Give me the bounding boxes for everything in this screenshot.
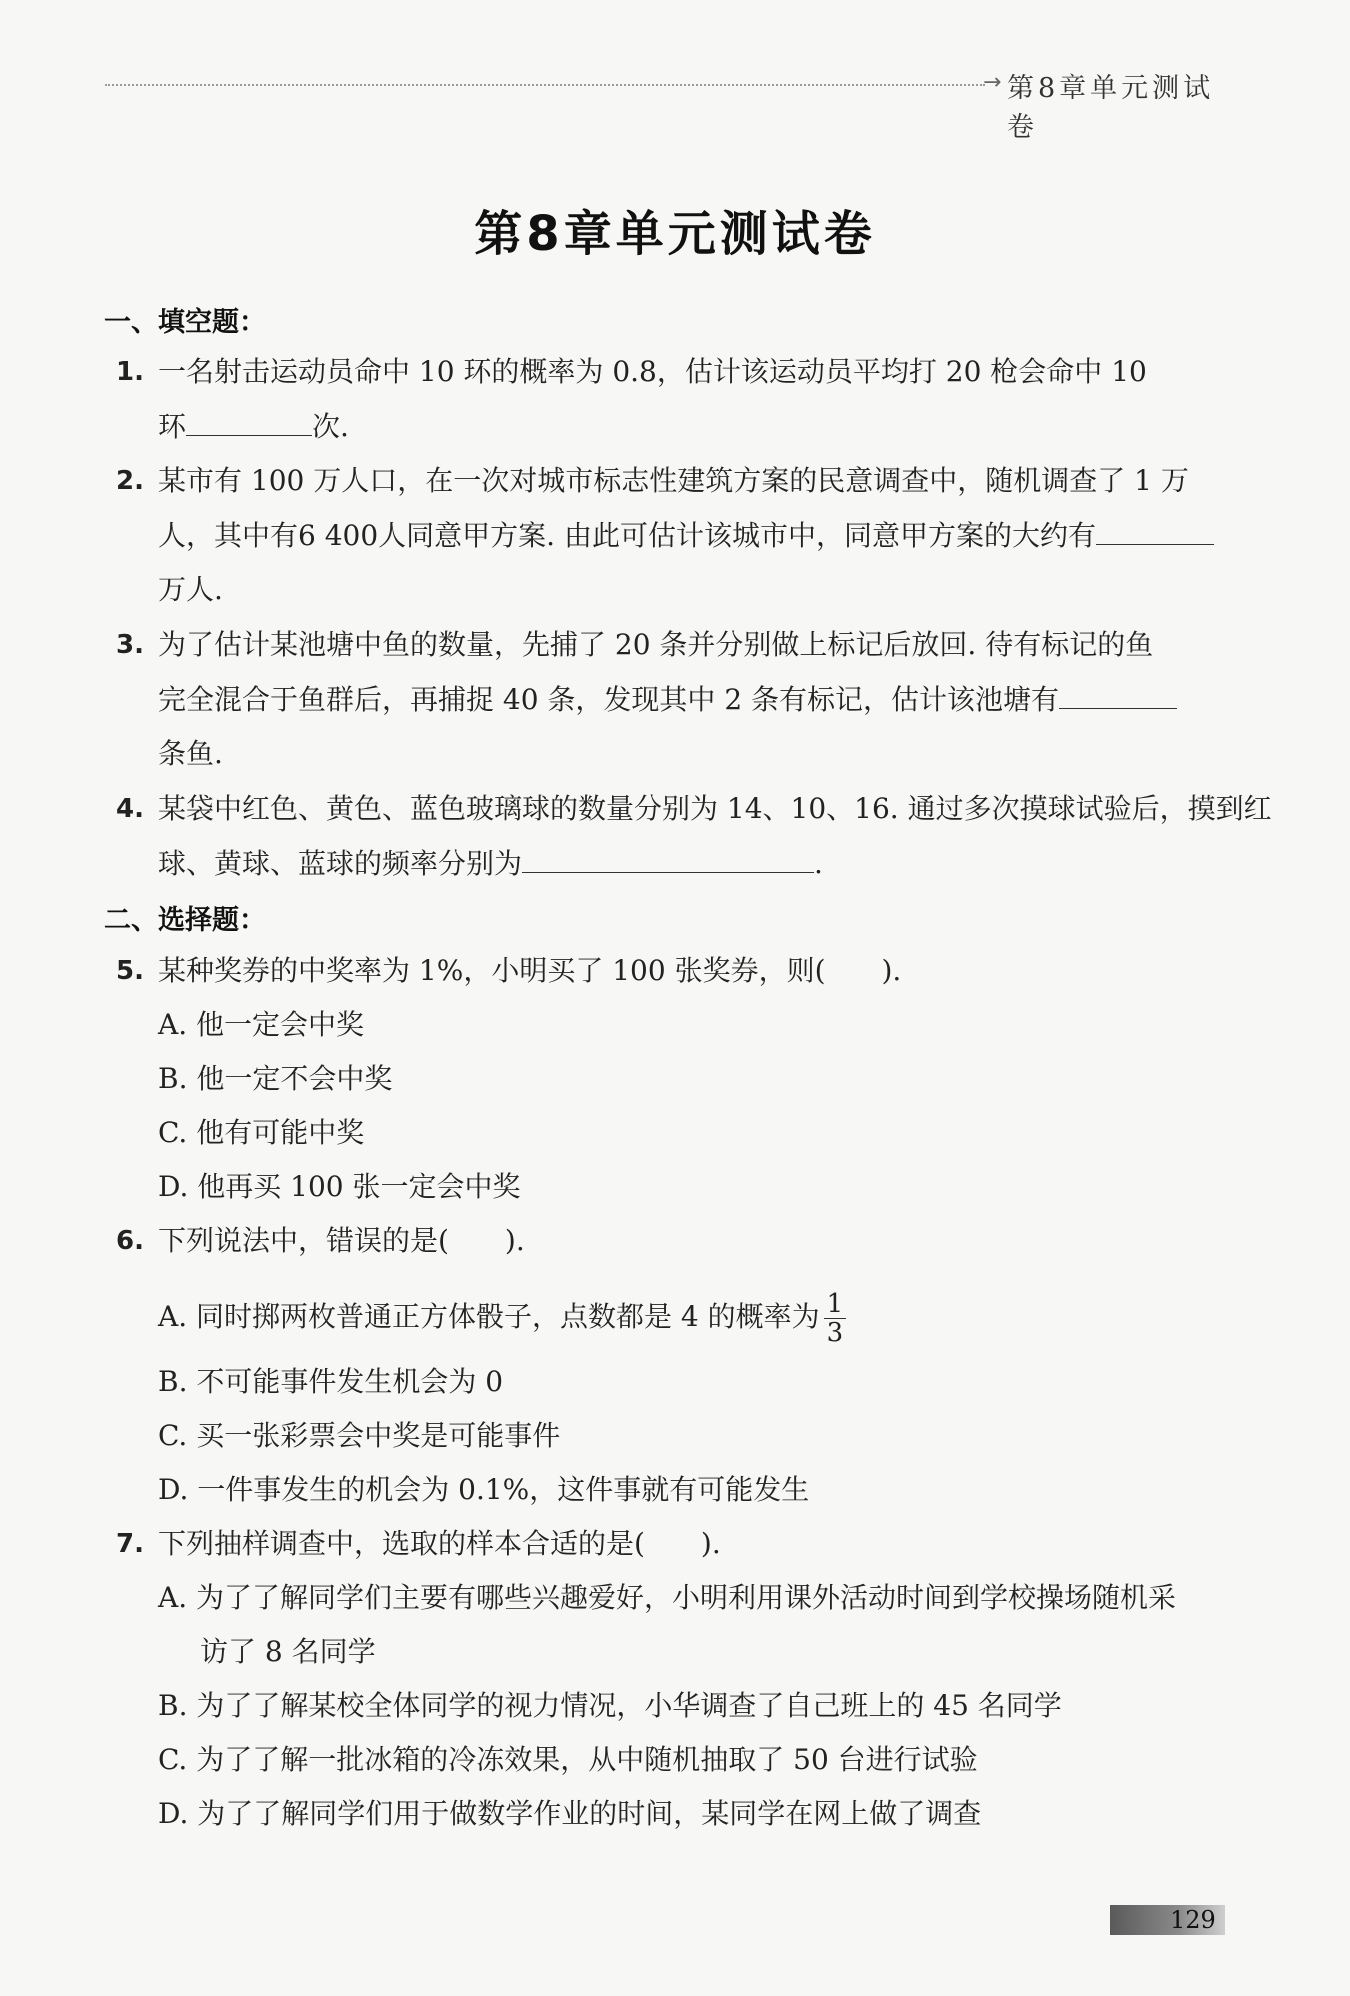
fraction <box>824 1290 847 1347</box>
question-text-part: 环 <box>158 410 187 443</box>
question-text <box>158 844 823 883</box>
question-text: 下列说法中，错误的是( ). <box>158 1224 525 1257</box>
question-text <box>158 516 1214 555</box>
question-number: 1. <box>116 357 144 387</box>
question-text: 某市有 100 万人口，在一次对城市标志性建筑方案的民意调查中，随机调查了 1 万 <box>158 464 1189 497</box>
question-text-part: 次. <box>312 410 349 443</box>
answer-blank[interactable] <box>1059 680 1177 709</box>
choice-option-a-continued: 访了 8 名同学 <box>200 1635 376 1668</box>
question-text: 某种奖券的中奖率为 1%，小明买了 100 张奖券，则( ). <box>158 954 902 987</box>
answer-blank[interactable] <box>522 844 814 873</box>
question-text-part: 人，其中有6 400人同意甲方案. 由此可估计该城市中，同意甲方案的大约有 <box>158 519 1096 552</box>
question-text <box>158 680 1177 719</box>
page-number: 129 <box>1170 1906 1216 1934</box>
answer-blank[interactable] <box>1096 516 1214 545</box>
option-text: A. 同时掷两枚普通正方体骰子，点数都是 4 的概率为 <box>158 1300 820 1333</box>
choice-option-b[interactable]: B. 为了了解某校全体同学的视力情况，小华调查了自己班上的 45 名同学 <box>158 1689 1062 1722</box>
question-text-part: . <box>814 847 823 880</box>
question-text: 为了估计某池塘中鱼的数量，先捕了 20 条并分别做上标记后放回. 待有标记的鱼 <box>158 628 1154 661</box>
question-number: 3. <box>116 630 144 660</box>
choice-option-c[interactable]: C. 为了了解一批冰箱的冷冻效果，从中随机抽取了 50 台进行试验 <box>158 1743 978 1776</box>
arrow-icon: → <box>983 70 1002 95</box>
section-fill-in: 一、填空题： <box>104 307 266 338</box>
choice-option-b[interactable]: B. 他一定不会中奖 <box>158 1062 393 1095</box>
choice-option-c[interactable]: C. 买一张彩票会中奖是可能事件 <box>158 1419 561 1452</box>
choice-option-a[interactable]: A. 他一定会中奖 <box>158 1008 365 1041</box>
choice-option-c[interactable]: C. 他有可能中奖 <box>158 1116 365 1149</box>
page-title: 第8章单元测试卷 <box>474 206 876 262</box>
choice-option-a[interactable] <box>158 1290 846 1347</box>
question-text: 一名射击运动员命中 10 环的概率为 0.8，估计该运动员平均打 20 枪会命中 10 <box>158 355 1147 388</box>
fraction-denominator: 3 <box>826 1318 844 1348</box>
question-text: 万人. <box>158 573 223 606</box>
question-number: 7. <box>116 1529 144 1559</box>
running-title: 第8章单元测试卷 <box>1007 73 1215 143</box>
answer-blank[interactable] <box>186 407 312 436</box>
question-text: 下列抽样调查中，选取的样本合适的是( ). <box>158 1527 721 1560</box>
section-multiple-choice: 二、选择题： <box>104 905 266 936</box>
question-number: 2. <box>116 466 144 496</box>
running-header <box>105 62 1225 143</box>
fraction-numerator: 1 <box>824 1290 847 1319</box>
question-text: 某袋中红色、黄色、蓝色玻璃球的数量分别为 14、10、16. 通过多次摸球试验后，摸到红 <box>158 792 1272 825</box>
choice-option-d[interactable]: D. 一件事发生的机会为 0.1%，这件事就有可能发生 <box>158 1473 810 1506</box>
question-number: 6. <box>116 1226 144 1256</box>
choice-option-d[interactable]: D. 他再买 100 张一定会中奖 <box>158 1170 521 1203</box>
question-number: 4. <box>116 794 144 824</box>
question-text-part: 完全混合于鱼群后，再捕捉 40 条，发现其中 2 条有标记，估计该池塘有 <box>158 683 1060 716</box>
question-text: 条鱼. <box>158 737 223 770</box>
question-number: 5. <box>116 956 144 986</box>
question-text-part: 球、黄球、蓝球的频率分别为 <box>158 847 523 880</box>
choice-option-b[interactable]: B. 不可能事件发生机会为 0 <box>158 1365 504 1398</box>
header-dotted-rule <box>105 84 985 86</box>
choice-option-a[interactable]: A. 为了了解同学们主要有哪些兴趣爱好，小明利用课外活动时间到学校操场随机采 <box>158 1581 1177 1614</box>
question-text <box>158 407 349 446</box>
choice-option-d[interactable]: D. 为了了解同学们用于做数学作业的时间，某同学在网上做了调查 <box>158 1797 982 1830</box>
